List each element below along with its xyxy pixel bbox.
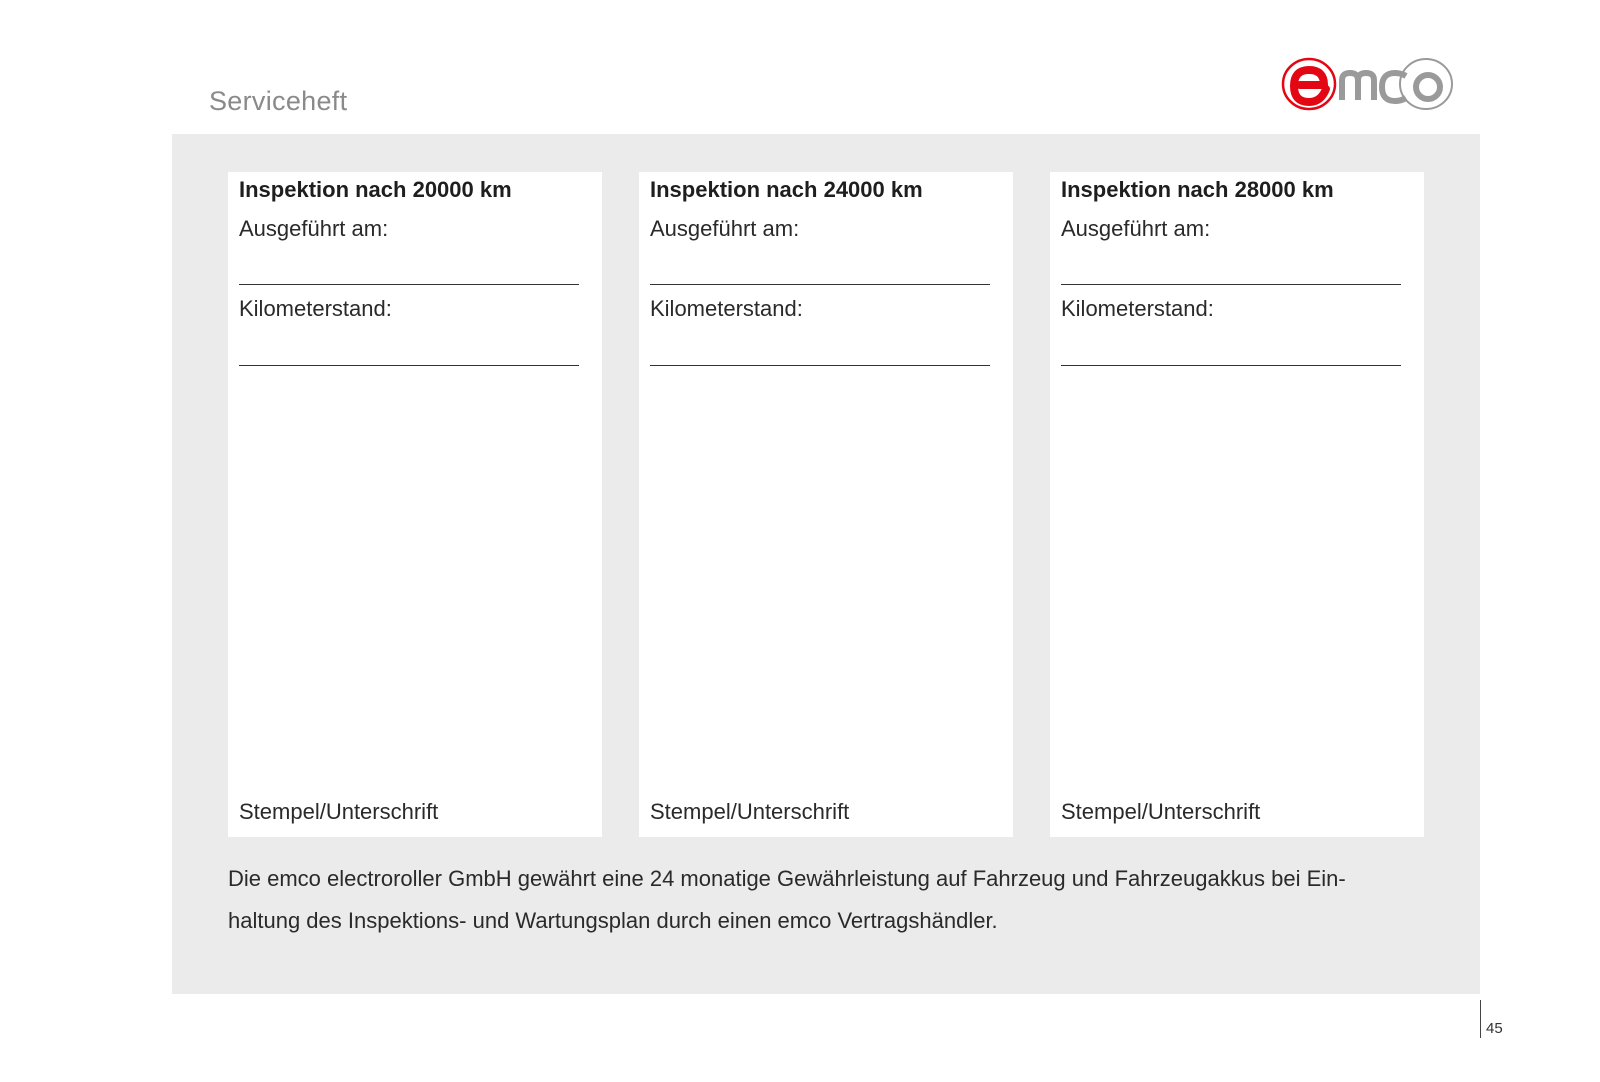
mileage-label: Kilometerstand: [1061,296,1214,321]
inspection-card-20000 [228,172,602,837]
inspection-card-28000 [1050,172,1424,837]
page-number-rule [1480,1000,1481,1038]
inspection-card-24000 [639,172,1013,837]
stamp-label: Stempel/Unterschrift [650,799,850,824]
page-title: Serviceheft [209,86,348,116]
date-fill-line [650,284,990,285]
date-fill-line [1061,284,1401,285]
mileage-label: Kilometerstand: [239,296,392,321]
mileage-fill-line [1061,365,1401,366]
mileage-label: Kilometerstand: [650,296,803,321]
date-label: Ausgeführt am: [650,216,800,241]
mileage-fill-line [239,365,579,366]
stamp-label: Stempel/Unterschrift [239,799,439,824]
date-label: Ausgeführt am: [1061,216,1211,241]
stamp-label: Stempel/Unterschrift [1061,799,1261,824]
card-title: Inspektion nach 24000 km [650,177,923,202]
mileage-fill-line [650,365,990,366]
warranty-text: Die emco electroroller GmbH gewährt eine 24 monatige Gewährleistung auf Fahrzeug und Fahrzeugakkus bei Ein-haltung des Inspektions- und Wartungsplan durch einen emco Vertragshändler. [228,866,1346,933]
card-title: Inspektion nach 28000 km [1061,177,1334,202]
emco-logo [1280,54,1455,114]
page-number: 45 [1486,1020,1503,1037]
date-fill-line [239,284,579,285]
date-label: Ausgeführt am: [239,216,389,241]
card-title: Inspektion nach 20000 km [239,177,512,202]
